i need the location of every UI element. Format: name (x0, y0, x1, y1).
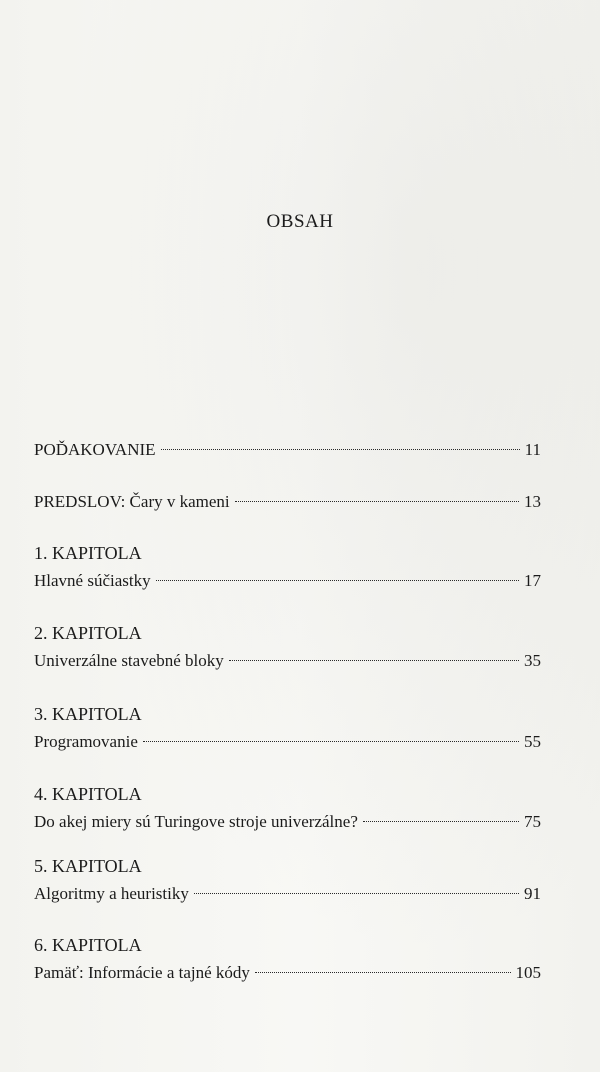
dot-leader (235, 501, 519, 502)
toc-page-number: 13 (524, 492, 541, 511)
toc-entry-chapter-1 (34, 568, 541, 594)
chapter-heading: 5. KAPITOLA (34, 856, 142, 876)
dot-leader (194, 893, 519, 894)
toc-page-number: 11 (524, 440, 541, 459)
toc-entry-title: POĎAKOVANIE (34, 440, 156, 459)
dot-leader (229, 660, 519, 661)
page-title: OBSAH (266, 211, 334, 232)
chapter-heading: 1. KAPITOLA (34, 543, 142, 563)
toc-entry-chapter-3 (34, 729, 541, 755)
chapter-heading: 2. KAPITOLA (34, 623, 142, 643)
toc-page-number: 55 (524, 732, 541, 751)
chapter-heading: 6. KAPITOLA (34, 935, 142, 955)
toc-entry-title: Do akej miery sú Turingove stroje univerzálne? (34, 812, 358, 831)
toc-entry-chapter-2 (34, 648, 541, 674)
toc-page-number: 35 (524, 651, 541, 670)
toc-entry-acknowledgements (34, 437, 541, 463)
toc-entry-title: PREDSLOV: Čary v kameni (34, 492, 230, 511)
toc-entry-chapter-5 (34, 881, 541, 907)
toc-page-number: 75 (524, 812, 541, 831)
toc-entry-title: Programovanie (34, 732, 138, 751)
toc-entry-title: Hlavné súčiastky (34, 571, 151, 590)
dot-leader (143, 741, 519, 742)
toc-page-number: 91 (524, 884, 541, 903)
toc-entry-chapter-6 (34, 960, 541, 986)
toc-entry-title: Univerzálne stavebné bloky (34, 651, 224, 670)
toc-entry-chapter-4 (34, 809, 541, 835)
chapter-heading: 3. KAPITOLA (34, 704, 142, 724)
toc-entry-preface (34, 489, 541, 515)
dot-leader (161, 449, 520, 450)
dot-leader (255, 972, 511, 973)
toc-entry-title: Algoritmy a heuristiky (34, 884, 189, 903)
dot-leader (363, 821, 519, 822)
toc-page-number: 17 (524, 571, 541, 590)
dot-leader (156, 580, 519, 581)
toc-entry-title: Pamäť: Informácie a tajné kódy (34, 963, 250, 982)
chapter-heading: 4. KAPITOLA (34, 784, 142, 804)
toc-page-number: 105 (515, 963, 541, 982)
